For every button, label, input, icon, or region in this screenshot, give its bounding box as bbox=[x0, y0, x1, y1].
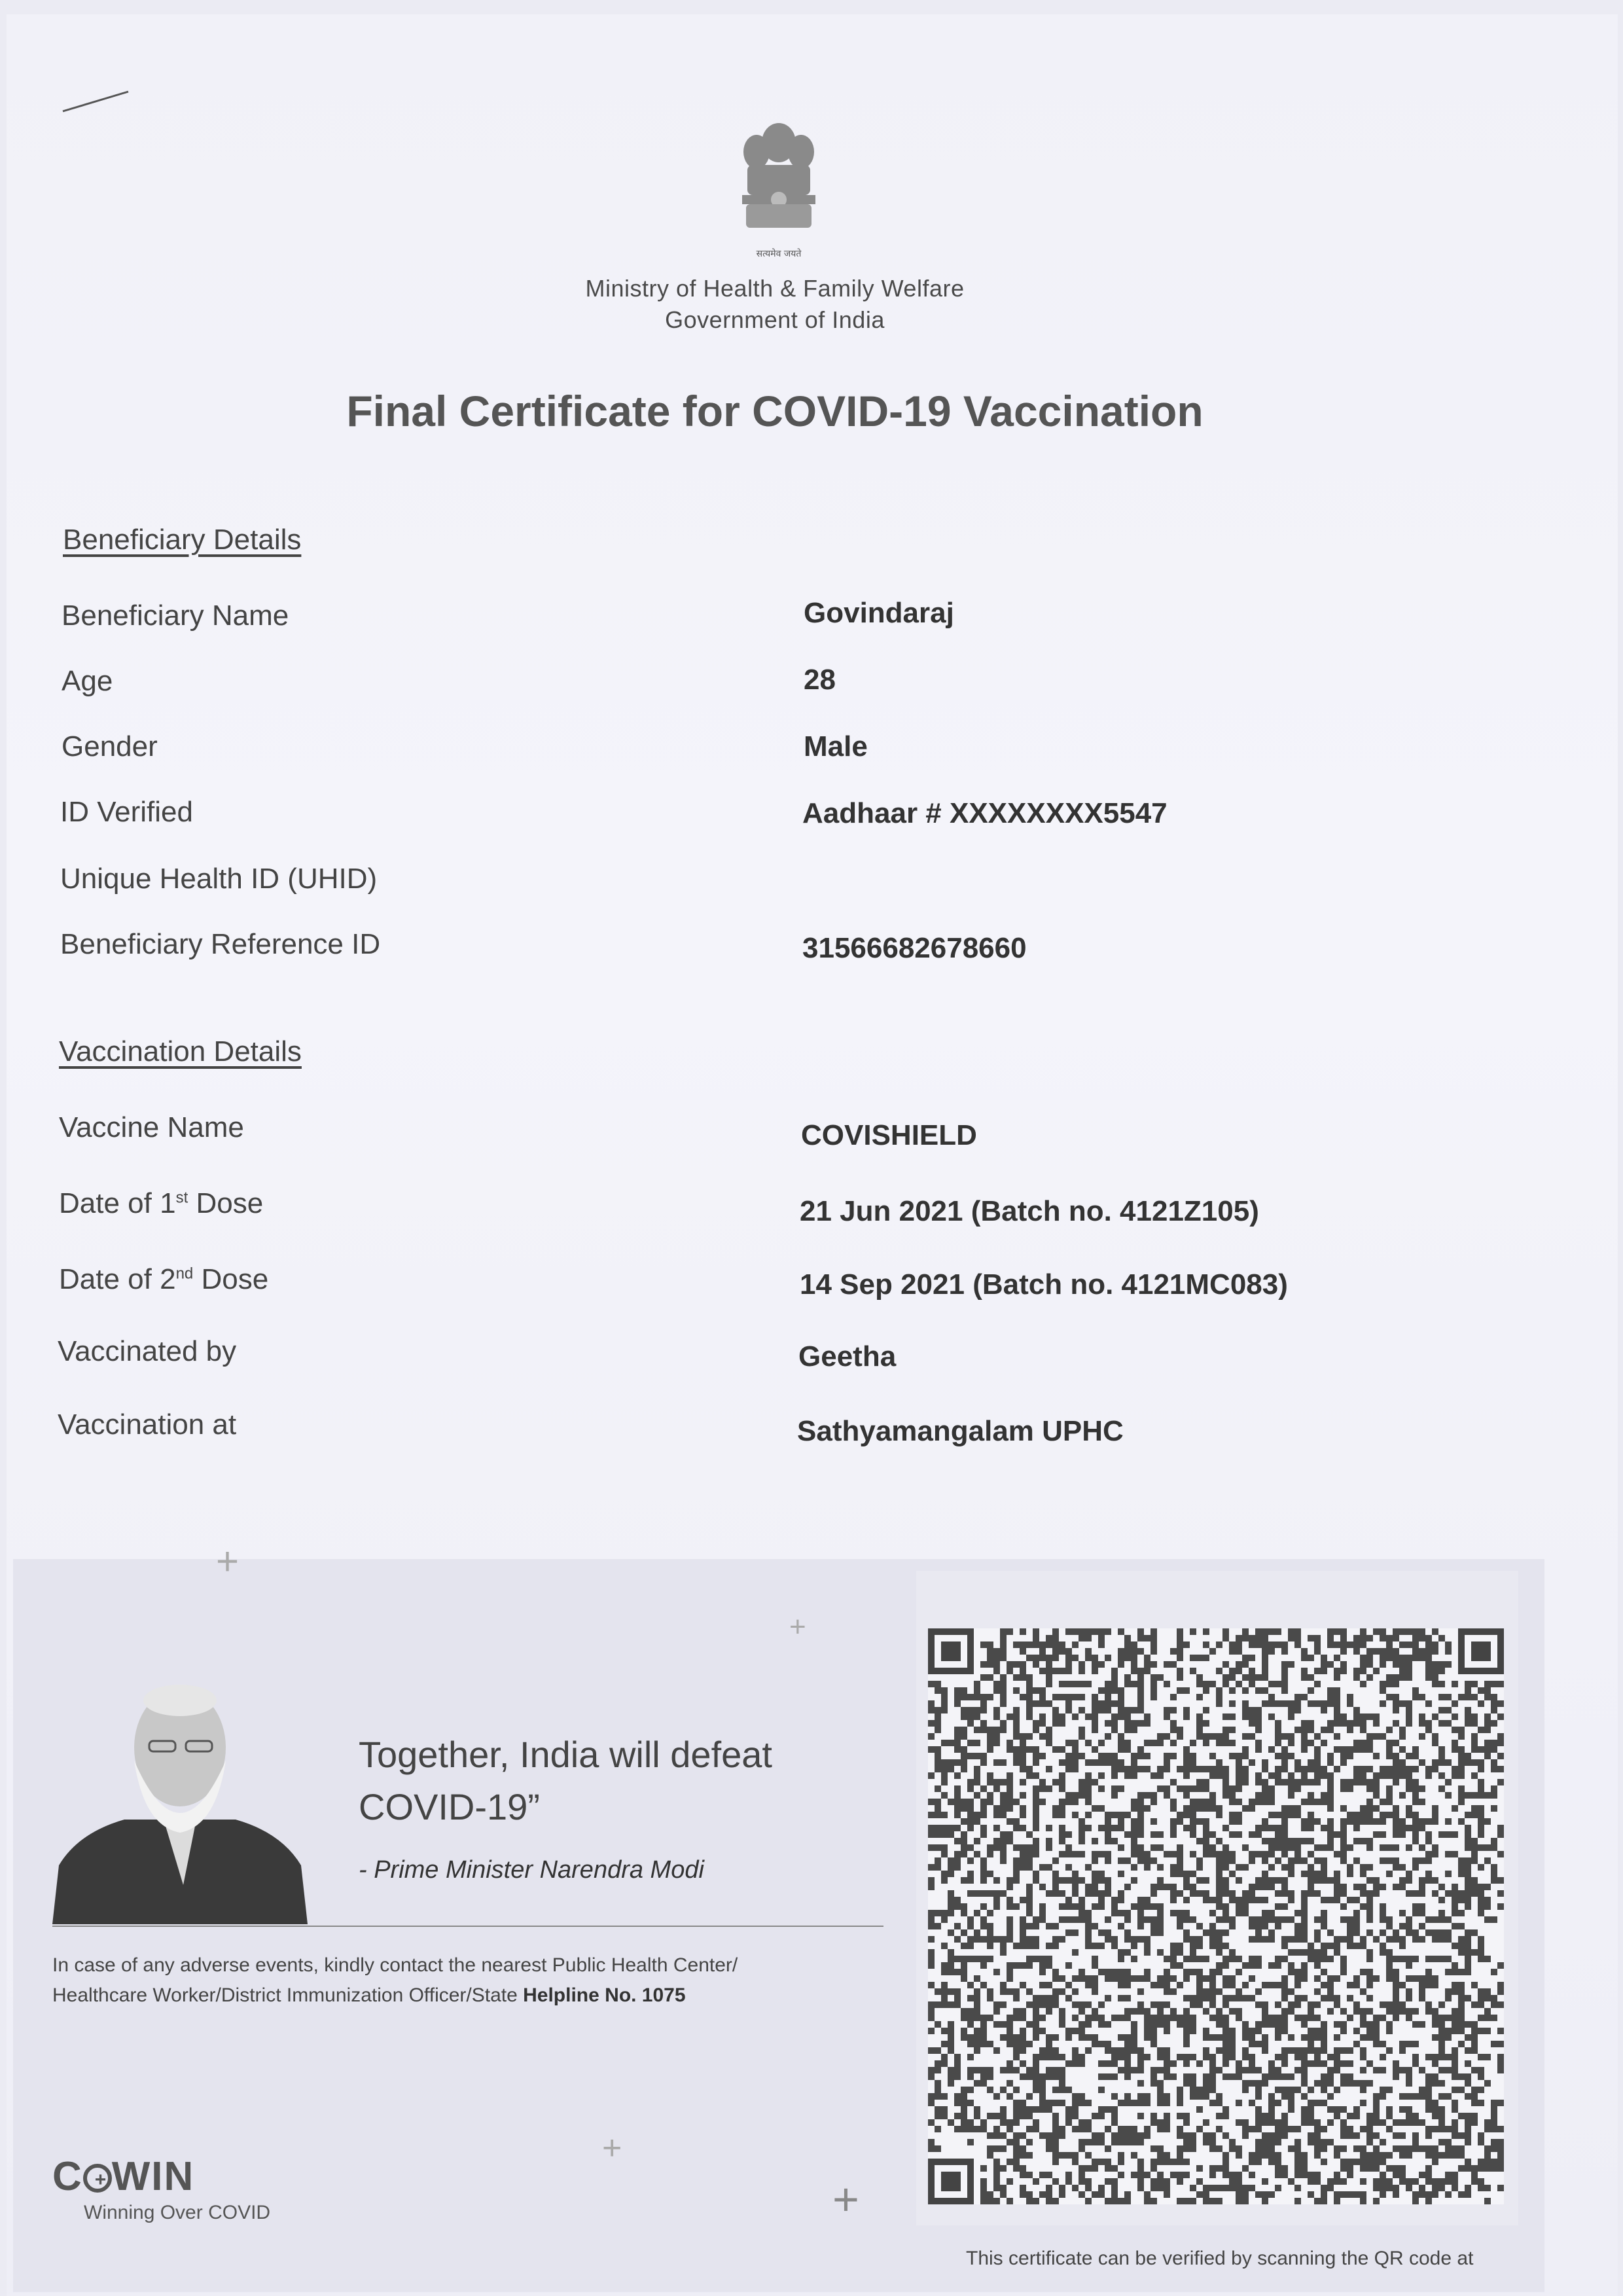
qr-code bbox=[928, 1628, 1504, 2204]
beneficiary-reference-id-value: 31566682678660 bbox=[802, 932, 1027, 964]
vaccination-at-label: Vaccination at bbox=[58, 1408, 237, 1441]
vaccination-at-value: Sathyamangalam UPHC bbox=[797, 1415, 1124, 1447]
plus-icon: + bbox=[789, 1611, 806, 1643]
vaccinated-by-label: Vaccinated by bbox=[58, 1335, 237, 1367]
divider bbox=[52, 1926, 883, 1927]
certificate-title: Final Certificate for COVID-19 Vaccination bbox=[346, 387, 1204, 435]
plus-icon: + bbox=[602, 2129, 622, 2167]
quote-line1: Together, India will defeat bbox=[359, 1734, 772, 1775]
quote-attribution: - Prime Minister Narendra Modi bbox=[359, 1856, 704, 1884]
dose1-date-value: 21 Jun 2021 (Batch no. 4121Z105) bbox=[800, 1195, 1259, 1227]
prime-minister-portrait bbox=[52, 1669, 308, 1924]
beneficiary-reference-id-label: Beneficiary Reference ID bbox=[60, 928, 381, 960]
adverse-event-notice-line1: In case of any adverse events, kindly contact the nearest Public Health Center/ bbox=[52, 1954, 738, 1976]
age-label: Age bbox=[62, 665, 113, 697]
beneficiary-name-label: Beneficiary Name bbox=[62, 600, 289, 632]
vaccination-details-heading: Vaccination Details bbox=[59, 1035, 302, 1067]
cowin-tagline: Winning Over COVID bbox=[84, 2202, 271, 2223]
plus-icon: + bbox=[216, 1539, 240, 1583]
government-name: Government of India bbox=[665, 306, 885, 333]
dose2-date-label: Date of 2nd Dose bbox=[59, 1263, 269, 1295]
beneficiary-details-heading: Beneficiary Details bbox=[63, 524, 302, 556]
plus-icon: + bbox=[83, 2164, 112, 2193]
id-verified-label: ID Verified bbox=[60, 796, 193, 828]
beneficiary-name-value: Govindaraj bbox=[804, 597, 954, 629]
helpline-number: Helpline No. 1075 bbox=[523, 1984, 686, 2006]
quote-line2: COVID-19” bbox=[359, 1786, 540, 1827]
emblem-motto: सत्यमेव जयते bbox=[756, 249, 802, 259]
vaccine-name-value: COVISHIELD bbox=[801, 1119, 977, 1151]
verification-note: This certificate can be verified by scanning the QR code at bbox=[966, 2248, 1474, 2269]
dose1-date-label: Date of 1st Dose bbox=[59, 1187, 264, 1219]
dose2-date-value: 14 Sep 2021 (Batch no. 4121MC083) bbox=[800, 1268, 1288, 1300]
vaccine-name-label: Vaccine Name bbox=[59, 1111, 244, 1143]
cowin-logo: C + WIN bbox=[52, 2154, 195, 2199]
ministry-name: Ministry of Health & Family Welfare bbox=[585, 275, 965, 302]
national-emblem-icon bbox=[733, 118, 825, 262]
id-verified-value: Aadhaar # XXXXXXXX5547 bbox=[802, 797, 1168, 829]
vaccinated-by-value: Geetha bbox=[798, 1340, 897, 1372]
gender-label: Gender bbox=[62, 730, 158, 762]
pen-mark bbox=[60, 88, 132, 114]
plus-icon: + bbox=[832, 2174, 859, 2225]
age-value: 28 bbox=[804, 664, 836, 696]
gender-value: Male bbox=[804, 730, 868, 762]
uhid-label: Unique Health ID (UHID) bbox=[60, 863, 378, 895]
adverse-event-notice-line2: Healthcare Worker/District Immunization Officer/State Helpline No. 1075 bbox=[52, 1984, 686, 2006]
